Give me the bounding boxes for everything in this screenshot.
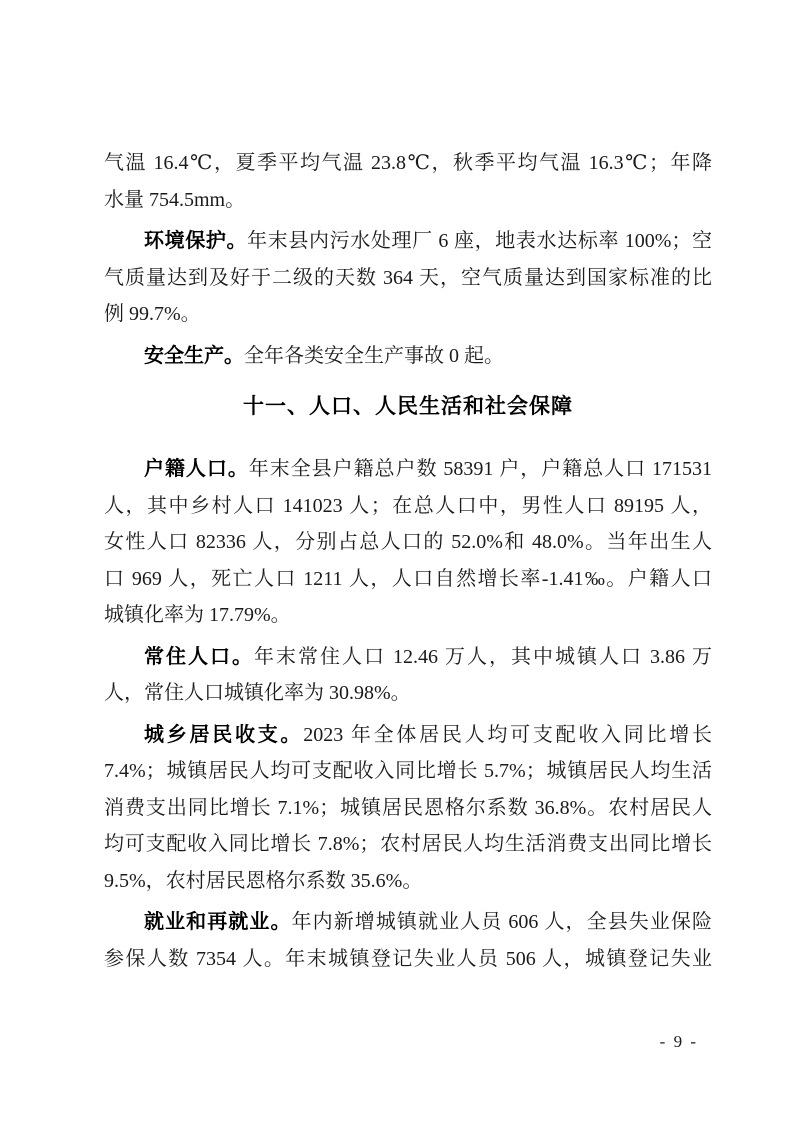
text-run: 城镇化率为 17.79%。 <box>104 604 291 626</box>
paragraph-lead: 安全生产。 <box>144 344 244 367</box>
text-run: 水量 754.5mm。 <box>104 188 246 211</box>
text-run: 人，其中乡村人口 141023 人；在总人口中，男性人口 89195 人， <box>104 494 712 517</box>
text-line <box>104 639 712 676</box>
text-line <box>104 182 712 219</box>
text-line <box>104 338 712 375</box>
paragraph-lead: 户籍人口。 <box>144 458 249 480</box>
body-text <box>104 145 712 977</box>
text-line <box>104 717 712 754</box>
text-line <box>104 597 712 634</box>
text-run: 年末常住人口 12.46 万人，其中城镇人口 3.86 万 <box>254 645 712 668</box>
text-line <box>104 675 712 712</box>
text-line <box>104 451 712 488</box>
text-run: 年内新增城镇就业人员 606 人，全县失业保险 <box>291 911 712 933</box>
text-run: 年末县内污水处理厂 6 座，地表水达标率 100%；空 <box>247 230 712 252</box>
text-run: 口 969 人，死亡人口 1211 人，人口自然增长率-1.41‰。户籍人口 <box>104 567 712 590</box>
text-run: 女性人口 82336 人，分别占总人口的 52.0%和 48.0%。当年出生人 <box>104 531 712 553</box>
text-run: 年末全县户籍总户数 58391 户，户籍总人口 171531 <box>248 458 712 480</box>
text-line <box>104 753 712 790</box>
text-run: 参保人数 7354 人。年末城镇登记失业人员 506 人，城镇登记失业 <box>104 947 712 970</box>
text-run: 7.4%；城镇居民人均可支配收入同比增长 5.7%；城镇居民人均生活 <box>104 760 712 782</box>
text-line <box>104 561 712 598</box>
text-run: 气质量达到及好于二级的天数 364 天，空气质量达到国家标准的比 <box>104 266 712 289</box>
paragraph-lead: 常住人口。 <box>144 645 254 668</box>
text-line <box>104 904 712 941</box>
text-run: 2023 年全体居民人均可支配收入同比增长 <box>303 723 712 746</box>
text-line <box>104 941 712 978</box>
text-line <box>104 260 712 297</box>
text-line <box>104 863 712 900</box>
page-number: - 9 - <box>659 1032 698 1051</box>
text-line <box>104 296 712 333</box>
text-line <box>104 790 712 827</box>
text-run: 气温 16.4℃，夏季平均气温 23.8℃，秋季平均气温 16.3℃；年降 <box>104 152 712 174</box>
text-run: 全年各类安全生产事故 0 起。 <box>244 344 504 367</box>
paragraph-lead: 城乡居民收支。 <box>144 723 304 746</box>
text-line <box>104 223 712 260</box>
section-heading: 十一、人口、人民生活和社会保障 <box>243 395 573 418</box>
text-line <box>104 826 712 863</box>
text-line <box>104 524 712 561</box>
text-run: 均可支配收入同比增长 7.8%；农村居民人均生活消费支出同比增长 <box>104 833 712 855</box>
text-run: 例 99.7%。 <box>104 303 201 325</box>
text-line <box>104 488 712 525</box>
text-run: 人，常住人口城镇化率为 30.98%。 <box>104 682 411 704</box>
paragraph-lead: 环境保护。 <box>144 230 248 252</box>
text-run: 消费支出同比增长 7.1%；城镇居民恩格尔系数 36.8%。农村居民人 <box>104 796 712 819</box>
paragraph-lead: 就业和再就业。 <box>144 911 292 933</box>
text-run: 9.5%，农村居民恩格尔系数 35.6%。 <box>104 869 423 892</box>
text-line <box>104 145 712 182</box>
